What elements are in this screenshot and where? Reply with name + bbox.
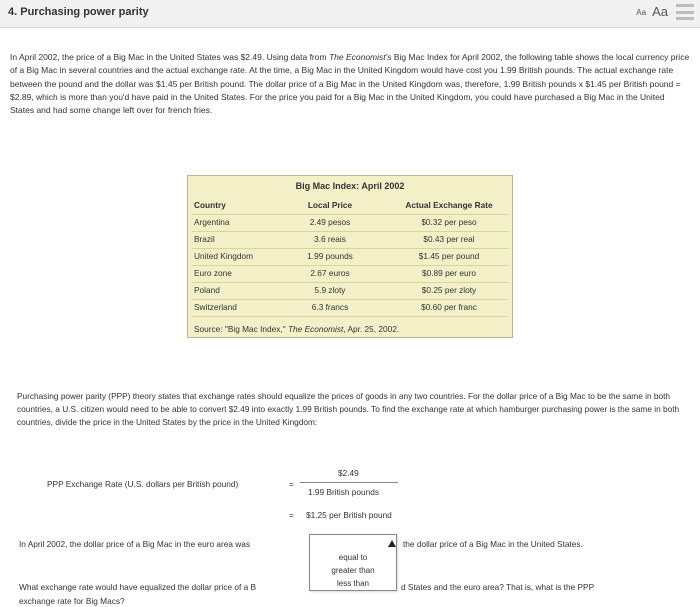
cell-local-price: 6.3 francs: [311, 302, 349, 312]
equals-sign: =: [289, 510, 294, 520]
cell-local-price: 2.49 pesos: [309, 217, 351, 227]
formula-numerator: $2.49: [338, 468, 359, 478]
fraction-line: [300, 482, 398, 483]
increase-font-button[interactable]: Aa: [652, 4, 668, 19]
intro-text-2: Big Mac Index for April 2002, the following table shows the local currency price of a Big Mac in several countries and the actual exchange rate. At the time, a Big Mac in the United Kingdom would have cost you 1.99 British pounds. The actual exchange rate between the pound and the dollar was $1.45 per British pound. The dollar price of a Big Mac in the United Kingdom was, therefore, 1.99 British pounds x $1.45 per British pound = $2.89, which is more than you'd have paid in the United States. For the price you paid for a Big Mac in the United Kingdom, you could have purchased a Big Mac in the United States and had some change left over for french fries.: [10, 52, 690, 116]
table-row: [192, 231, 508, 249]
table-row: [192, 265, 508, 283]
cell-exchange-rate: $0.89 per euro: [422, 268, 476, 278]
cell-exchange-rate: $1.45 per pound: [418, 251, 480, 261]
formula-label: PPP Exchange Rate (U.S. dollars per British pound): [47, 479, 239, 489]
question1-suffix: the dollar price of a Big Mac in the United States.: [403, 539, 583, 549]
intro-paragraph: [10, 51, 690, 117]
formula-denominator: 1.99 British pounds: [308, 487, 380, 497]
source-publication: The Economist: [287, 324, 344, 334]
comparison-dropdown[interactable]: [309, 534, 397, 591]
cell-country: Brazil: [194, 234, 215, 244]
big-mac-index-table: [187, 175, 513, 338]
dropdown-selected-blank[interactable]: [310, 535, 396, 549]
table-source: [194, 324, 399, 334]
grip-icon[interactable]: [676, 4, 694, 20]
cell-exchange-rate: $0.32 per peso: [421, 217, 477, 227]
table-title: Big Mac Index: April 2002: [295, 181, 405, 191]
table-row: [192, 282, 508, 300]
question1-prefix: In April 2002, the dollar price of a Big Mac in the euro area was: [19, 539, 251, 549]
intro-source: The Economist's: [328, 52, 392, 62]
cell-local-price: 3.6 reais: [314, 234, 346, 244]
cell-exchange-rate: $0.60 per franc: [421, 302, 477, 312]
dropdown-option-equal-to[interactable]: equal to: [338, 553, 368, 562]
formula-result: $1.25 per British pound: [306, 510, 392, 520]
header-exchange-rate: Actual Exchange Rate: [405, 200, 493, 210]
table-row: [192, 248, 508, 266]
cell-country: Euro zone: [194, 268, 232, 278]
dropdown-option-greater-than[interactable]: greater than: [331, 566, 375, 575]
cell-local-price: 2.67 euros: [310, 268, 350, 278]
cell-country: United Kingdom: [194, 251, 254, 261]
equals-sign: =: [289, 479, 294, 489]
dropdown-option-less-than[interactable]: less than: [336, 579, 370, 588]
cell-country: Argentina: [194, 217, 230, 227]
source-suffix: , Apr. 25, 2002.: [343, 324, 400, 334]
decrease-font-button[interactable]: Aa: [636, 8, 647, 17]
header-local-price: Local Price: [307, 200, 353, 210]
header-country: Country: [194, 200, 226, 210]
cell-local-price: 1.99 pounds: [307, 251, 353, 261]
table-header-row: [192, 197, 508, 215]
table-row: [192, 214, 508, 232]
question-title: 4. Purchasing power parity: [8, 6, 149, 18]
question2-text-continued: d States and the euro area? That is, what is the PPP: [401, 582, 595, 592]
cell-exchange-rate: $0.43 per real: [423, 234, 475, 244]
cell-country: Switzerland: [194, 302, 237, 312]
source-prefix: Source: "Big Mac Index,": [194, 324, 288, 334]
header-tools: [636, 4, 694, 20]
cursor-icon: [388, 540, 396, 547]
question2-text: What exchange rate would have equalized the dollar price of a B: [19, 582, 257, 592]
question-header: [0, 0, 700, 28]
intro-text-1: In April 2002, the price of a Big Mac in the United States was $2.49. Using data from: [10, 52, 329, 62]
cell-local-price: 5.9 zloty: [314, 285, 346, 295]
question2-line2: exchange rate for Big Macs?: [19, 596, 125, 606]
cell-exchange-rate: $0.25 per zloty: [421, 285, 477, 295]
table-row: [192, 299, 508, 317]
ppp-explanation: Purchasing power parity (PPP) theory states that exchange rates should equalize the prices of goods in any two countries. For the dollar price of a Big Mac to be the same in both countries, a U.S. citizen would need to be able to convert $2.49 into exactly 1.99 British pounds. To find the exchange rate at which hamburger purchasing power is the same in both countries, divide the price in the United States by the price in the United Kingdom:: [17, 391, 680, 428]
cell-country: Poland: [194, 285, 220, 295]
